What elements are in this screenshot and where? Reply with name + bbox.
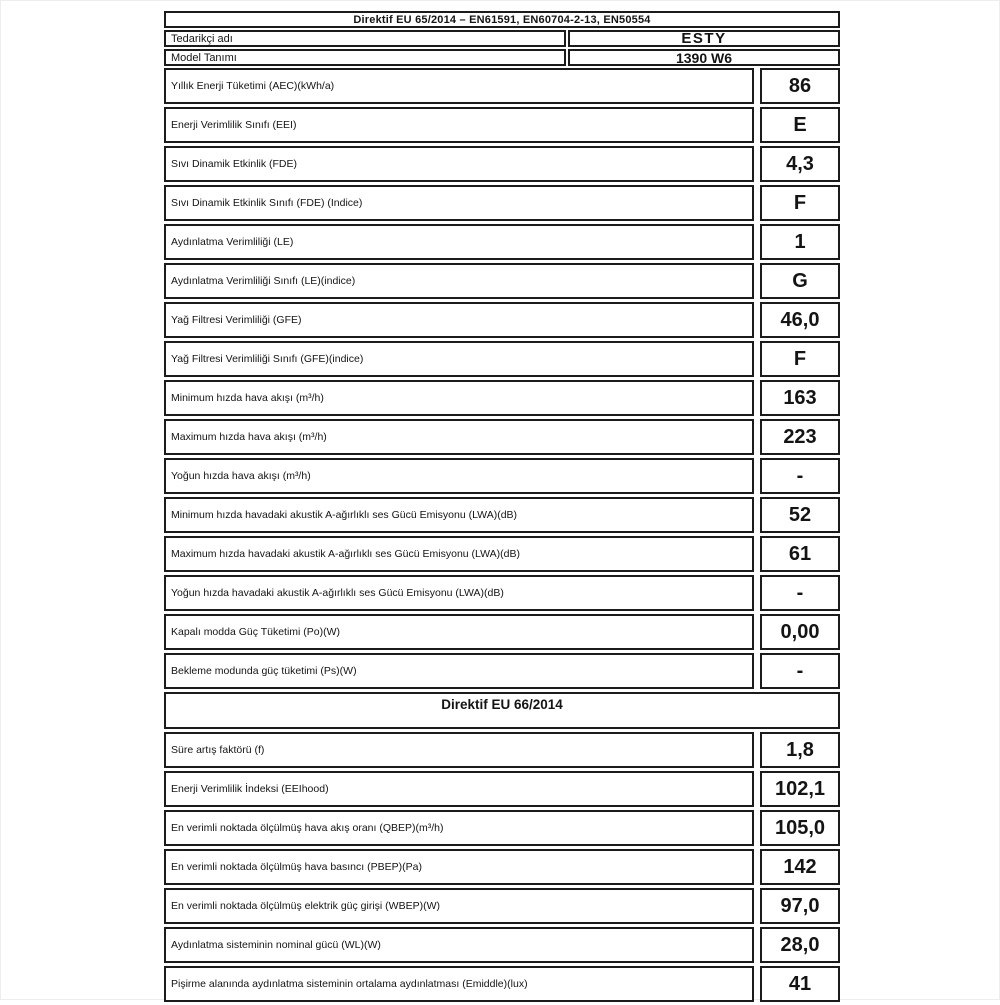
model-label: Model Tanımı bbox=[164, 49, 566, 66]
spec-label: En verimli noktada ölçülmüş hava akış oranı (QBEP)(m³/h) bbox=[164, 810, 754, 846]
spec-label: Yoğun hızda havadaki akustik A-ağırlıklı ses Gücü Emisyonu (LWA)(dB) bbox=[164, 575, 754, 611]
spec-value: 1,8 bbox=[760, 732, 840, 768]
spec-row bbox=[164, 224, 840, 260]
spec-row bbox=[164, 732, 840, 768]
spec-row bbox=[164, 653, 840, 689]
spec-row bbox=[164, 107, 840, 143]
spec-value: F bbox=[760, 185, 840, 221]
spec-value: G bbox=[760, 263, 840, 299]
spec-row bbox=[164, 263, 840, 299]
model-row bbox=[164, 49, 840, 66]
spec-label: Süre artış faktörü (f) bbox=[164, 732, 754, 768]
spec-row bbox=[164, 146, 840, 182]
spec-row bbox=[164, 341, 840, 377]
spec-value: 142 bbox=[760, 849, 840, 885]
directive-65-header-row bbox=[164, 11, 840, 28]
spec-row bbox=[164, 849, 840, 885]
spec-row bbox=[164, 302, 840, 338]
supplier-row bbox=[164, 30, 840, 47]
model-value: 1390 W6 bbox=[568, 49, 840, 66]
spec-row bbox=[164, 497, 840, 533]
spec-row bbox=[164, 966, 840, 1002]
spec-row bbox=[164, 185, 840, 221]
directive-65-title: Direktif EU 65/2014 – EN61591, EN60704-2-13, EN50554 bbox=[164, 11, 840, 28]
spec-row bbox=[164, 614, 840, 650]
directive-65-rows bbox=[164, 68, 840, 689]
spec-row bbox=[164, 536, 840, 572]
spec-label: Aydınlatma sisteminin nominal gücü (WL)(W) bbox=[164, 927, 754, 963]
spec-label: Aydınlatma Verimliliği Sınıfı (LE)(indice) bbox=[164, 263, 754, 299]
spec-row bbox=[164, 419, 840, 455]
spec-label: Kapalı modda Güç Tüketimi (Po)(W) bbox=[164, 614, 754, 650]
spec-value: 97,0 bbox=[760, 888, 840, 924]
spec-label: Minimum hızda havadaki akustik A-ağırlıklı ses Gücü Emisyonu (LWA)(dB) bbox=[164, 497, 754, 533]
supplier-label: Tedarikçi adı bbox=[164, 30, 566, 47]
spec-label: Minimum hızda hava akışı (m³/h) bbox=[164, 380, 754, 416]
spec-label: Pişirme alanında aydınlatma sisteminin ortalama aydınlatması (Emiddle)(lux) bbox=[164, 966, 754, 1002]
spec-value: - bbox=[760, 458, 840, 494]
spec-label: Enerji Verimlilik Sınıfı (EEI) bbox=[164, 107, 754, 143]
spec-value: E bbox=[760, 107, 840, 143]
spec-row bbox=[164, 68, 840, 104]
spec-value: 163 bbox=[760, 380, 840, 416]
spec-row bbox=[164, 380, 840, 416]
spec-label: En verimli noktada ölçülmüş hava basıncı (PBEP)(Pa) bbox=[164, 849, 754, 885]
spec-row bbox=[164, 771, 840, 807]
spec-value: - bbox=[760, 653, 840, 689]
spec-label: Aydınlatma Verimliliği (LE) bbox=[164, 224, 754, 260]
directive-66-title: Direktif EU 66/2014 bbox=[164, 692, 840, 729]
spec-label: Sıvı Dinamik Etkinlik (FDE) bbox=[164, 146, 754, 182]
directive-66-header-row bbox=[164, 692, 840, 729]
spec-label: Bekleme modunda güç tüketimi (Ps)(W) bbox=[164, 653, 754, 689]
spec-value: 0,00 bbox=[760, 614, 840, 650]
spec-label: En verimli noktada ölçülmüş elektrik güç girişi (WBEP)(W) bbox=[164, 888, 754, 924]
spec-label: Yıllık Enerji Tüketimi (AEC)(kWh/a) bbox=[164, 68, 754, 104]
spec-value: 28,0 bbox=[760, 927, 840, 963]
spec-row bbox=[164, 458, 840, 494]
energy-spec-table bbox=[164, 11, 840, 1005]
spec-value: 223 bbox=[760, 419, 840, 455]
spec-value: 1 bbox=[760, 224, 840, 260]
spec-value: F bbox=[760, 341, 840, 377]
spec-label: Maximum hızda hava akışı (m³/h) bbox=[164, 419, 754, 455]
spec-value: 41 bbox=[760, 966, 840, 1002]
spec-row bbox=[164, 888, 840, 924]
spec-label: Enerji Verimlilik İndeksi (EEIhood) bbox=[164, 771, 754, 807]
spec-row bbox=[164, 927, 840, 963]
spec-value: 52 bbox=[760, 497, 840, 533]
spec-row bbox=[164, 575, 840, 611]
spec-label: Sıvı Dinamik Etkinlik Sınıfı (FDE) (Indice) bbox=[164, 185, 754, 221]
directive-66-rows bbox=[164, 732, 840, 1002]
spec-value: - bbox=[760, 575, 840, 611]
spec-value: 102,1 bbox=[760, 771, 840, 807]
spec-label: Yağ Filtresi Verimliliği (GFE) bbox=[164, 302, 754, 338]
spec-row bbox=[164, 810, 840, 846]
spec-label: Maximum hızda havadaki akustik A-ağırlıklı ses Gücü Emisyonu (LWA)(dB) bbox=[164, 536, 754, 572]
spec-value: 86 bbox=[760, 68, 840, 104]
spec-label: Yağ Filtresi Verimliliği Sınıfı (GFE)(indice) bbox=[164, 341, 754, 377]
spec-value: 4,3 bbox=[760, 146, 840, 182]
spec-label: Yoğun hızda hava akışı (m³/h) bbox=[164, 458, 754, 494]
supplier-brand-value: ESTY bbox=[568, 30, 840, 47]
spec-value: 61 bbox=[760, 536, 840, 572]
spec-value: 105,0 bbox=[760, 810, 840, 846]
spec-value: 46,0 bbox=[760, 302, 840, 338]
